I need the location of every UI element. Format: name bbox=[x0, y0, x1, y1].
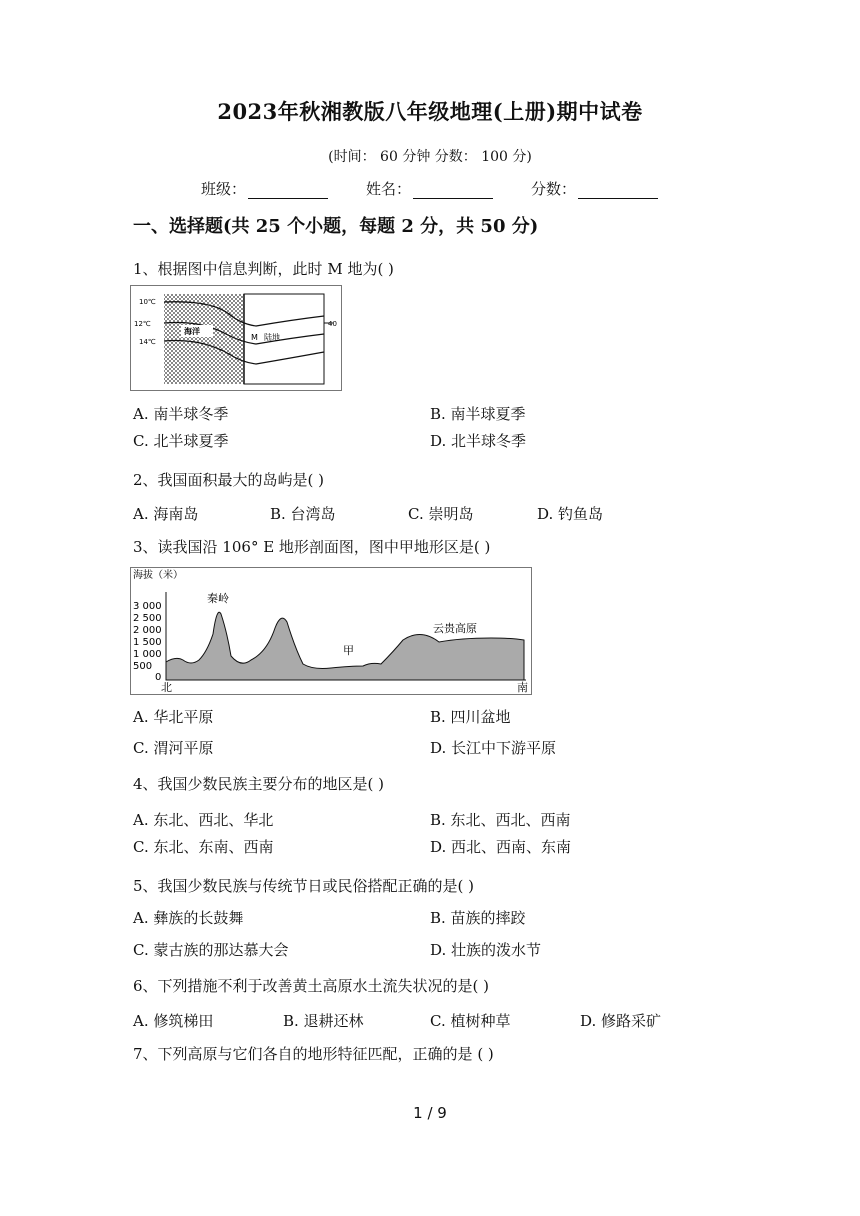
class-field bbox=[201, 178, 328, 199]
q2-option-c[interactable]: C. 崇明岛 bbox=[408, 505, 474, 523]
ytick-2000: 2 000 bbox=[133, 625, 162, 636]
question-4-stem: 4、我国少数民族主要分布的地区是( ) bbox=[133, 775, 385, 793]
class-label: 班级： bbox=[201, 180, 247, 198]
q6-option-b[interactable]: B. 退耕还林 bbox=[283, 1012, 364, 1030]
class-blank[interactable] bbox=[248, 184, 328, 199]
figure-1-isotherm-map bbox=[130, 285, 342, 391]
question-6-stem: 6、下列措施不利于改善黄土高原水土流失状况的是( ) bbox=[133, 977, 490, 995]
name-label: 姓名： bbox=[366, 180, 412, 198]
q4-option-d[interactable]: D. 西北、西南、东南 bbox=[430, 838, 572, 856]
score-field bbox=[531, 178, 658, 199]
q1-option-c[interactable]: C. 北半球夏季 bbox=[133, 432, 229, 450]
label-10c: 10℃ bbox=[139, 298, 156, 306]
q2-option-a[interactable]: A. 海南岛 bbox=[133, 505, 199, 523]
q2-option-b[interactable]: B. 台湾岛 bbox=[270, 505, 336, 523]
question-1-stem: 1、根据图中信息判断，此时 M 地为( ) bbox=[133, 260, 394, 278]
q3-option-b[interactable]: B. 四川盆地 bbox=[430, 708, 511, 726]
figure-2-terrain-profile bbox=[130, 567, 532, 695]
name-blank[interactable] bbox=[413, 184, 493, 199]
question-7-stem: 7、下列高原与它们各自的地形特征匹配，正确的是 ( ) bbox=[133, 1045, 494, 1063]
exam-subtitle: (时间： 60 分钟 分数： 100 分) bbox=[328, 149, 532, 165]
ytick-1000: 1 000 bbox=[133, 649, 162, 660]
q5-option-a[interactable]: A. 彝族的长鼓舞 bbox=[133, 909, 244, 927]
q6-option-d[interactable]: D. 修路采矿 bbox=[580, 1012, 662, 1030]
land-label: 陆地 bbox=[264, 333, 280, 342]
q5-option-b[interactable]: B. 苗族的摔跤 bbox=[430, 909, 526, 927]
q4-option-a[interactable]: A. 东北、西北、华北 bbox=[133, 811, 274, 829]
name-field bbox=[366, 178, 493, 199]
score-blank[interactable] bbox=[578, 184, 658, 199]
ytick-3000: 3 000 bbox=[133, 601, 162, 612]
question-5-stem: 5、我国少数民族与传统节日或民俗搭配正确的是( ) bbox=[133, 877, 475, 895]
q3-option-a[interactable]: A. 华北平原 bbox=[133, 708, 214, 726]
ytick-1500: 1 500 bbox=[133, 637, 162, 648]
ytick-2500: 2 500 bbox=[133, 613, 162, 624]
q5-option-d[interactable]: D. 壮族的泼水节 bbox=[430, 941, 542, 959]
q5-option-c[interactable]: C. 蒙古族的那达慕大会 bbox=[133, 941, 289, 959]
south-label: 南 bbox=[517, 681, 528, 694]
y-axis-label: 海拔（米） bbox=[133, 570, 183, 581]
q6-option-a[interactable]: A. 修筑梯田 bbox=[133, 1012, 214, 1030]
sea-area bbox=[164, 294, 244, 384]
ytick-0: 0 bbox=[155, 672, 162, 683]
page-number: 1 / 9 bbox=[413, 1104, 447, 1122]
q2-option-d[interactable]: D. 钓鱼岛 bbox=[537, 505, 604, 523]
label-14c: 14℃ bbox=[139, 338, 156, 346]
q3-option-d[interactable]: D. 长江中下游平原 bbox=[430, 739, 557, 757]
question-2-stem: 2、我国面积最大的岛屿是( ) bbox=[133, 471, 325, 489]
question-3-stem: 3、读我国沿 106° E 地形剖面图，图中甲地形区是( ) bbox=[133, 538, 491, 556]
lat-label: 40 bbox=[328, 320, 337, 328]
qinling-label: 秦岭 bbox=[207, 592, 229, 605]
label-12c: 12℃ bbox=[134, 320, 151, 328]
sea-label: 海洋 bbox=[184, 327, 200, 336]
ytick-500: 500 bbox=[133, 661, 153, 672]
section-heading: 一、选择题(共 25 个小题，每题 2 分，共 50 分) bbox=[133, 216, 539, 237]
q1-option-a[interactable]: A. 南半球冬季 bbox=[133, 405, 229, 423]
q3-option-c[interactable]: C. 渭河平原 bbox=[133, 739, 214, 757]
m-label: M bbox=[251, 333, 258, 342]
q1-option-d[interactable]: D. 北半球冬季 bbox=[430, 432, 527, 450]
score-label: 分数： bbox=[531, 180, 577, 198]
north-label: 北 bbox=[161, 681, 172, 694]
jia-label: 甲 bbox=[343, 644, 354, 657]
exam-title: 2023年秋湘教版八年级地理(上册)期中试卷 bbox=[217, 99, 643, 124]
q6-option-c[interactable]: C. 植树种草 bbox=[430, 1012, 511, 1030]
yungui-label: 云贵高原 bbox=[433, 622, 477, 635]
q4-option-c[interactable]: C. 东北、东南、西南 bbox=[133, 838, 274, 856]
q1-option-b[interactable]: B. 南半球夏季 bbox=[430, 405, 526, 423]
q4-option-b[interactable]: B. 东北、西北、西南 bbox=[430, 811, 571, 829]
